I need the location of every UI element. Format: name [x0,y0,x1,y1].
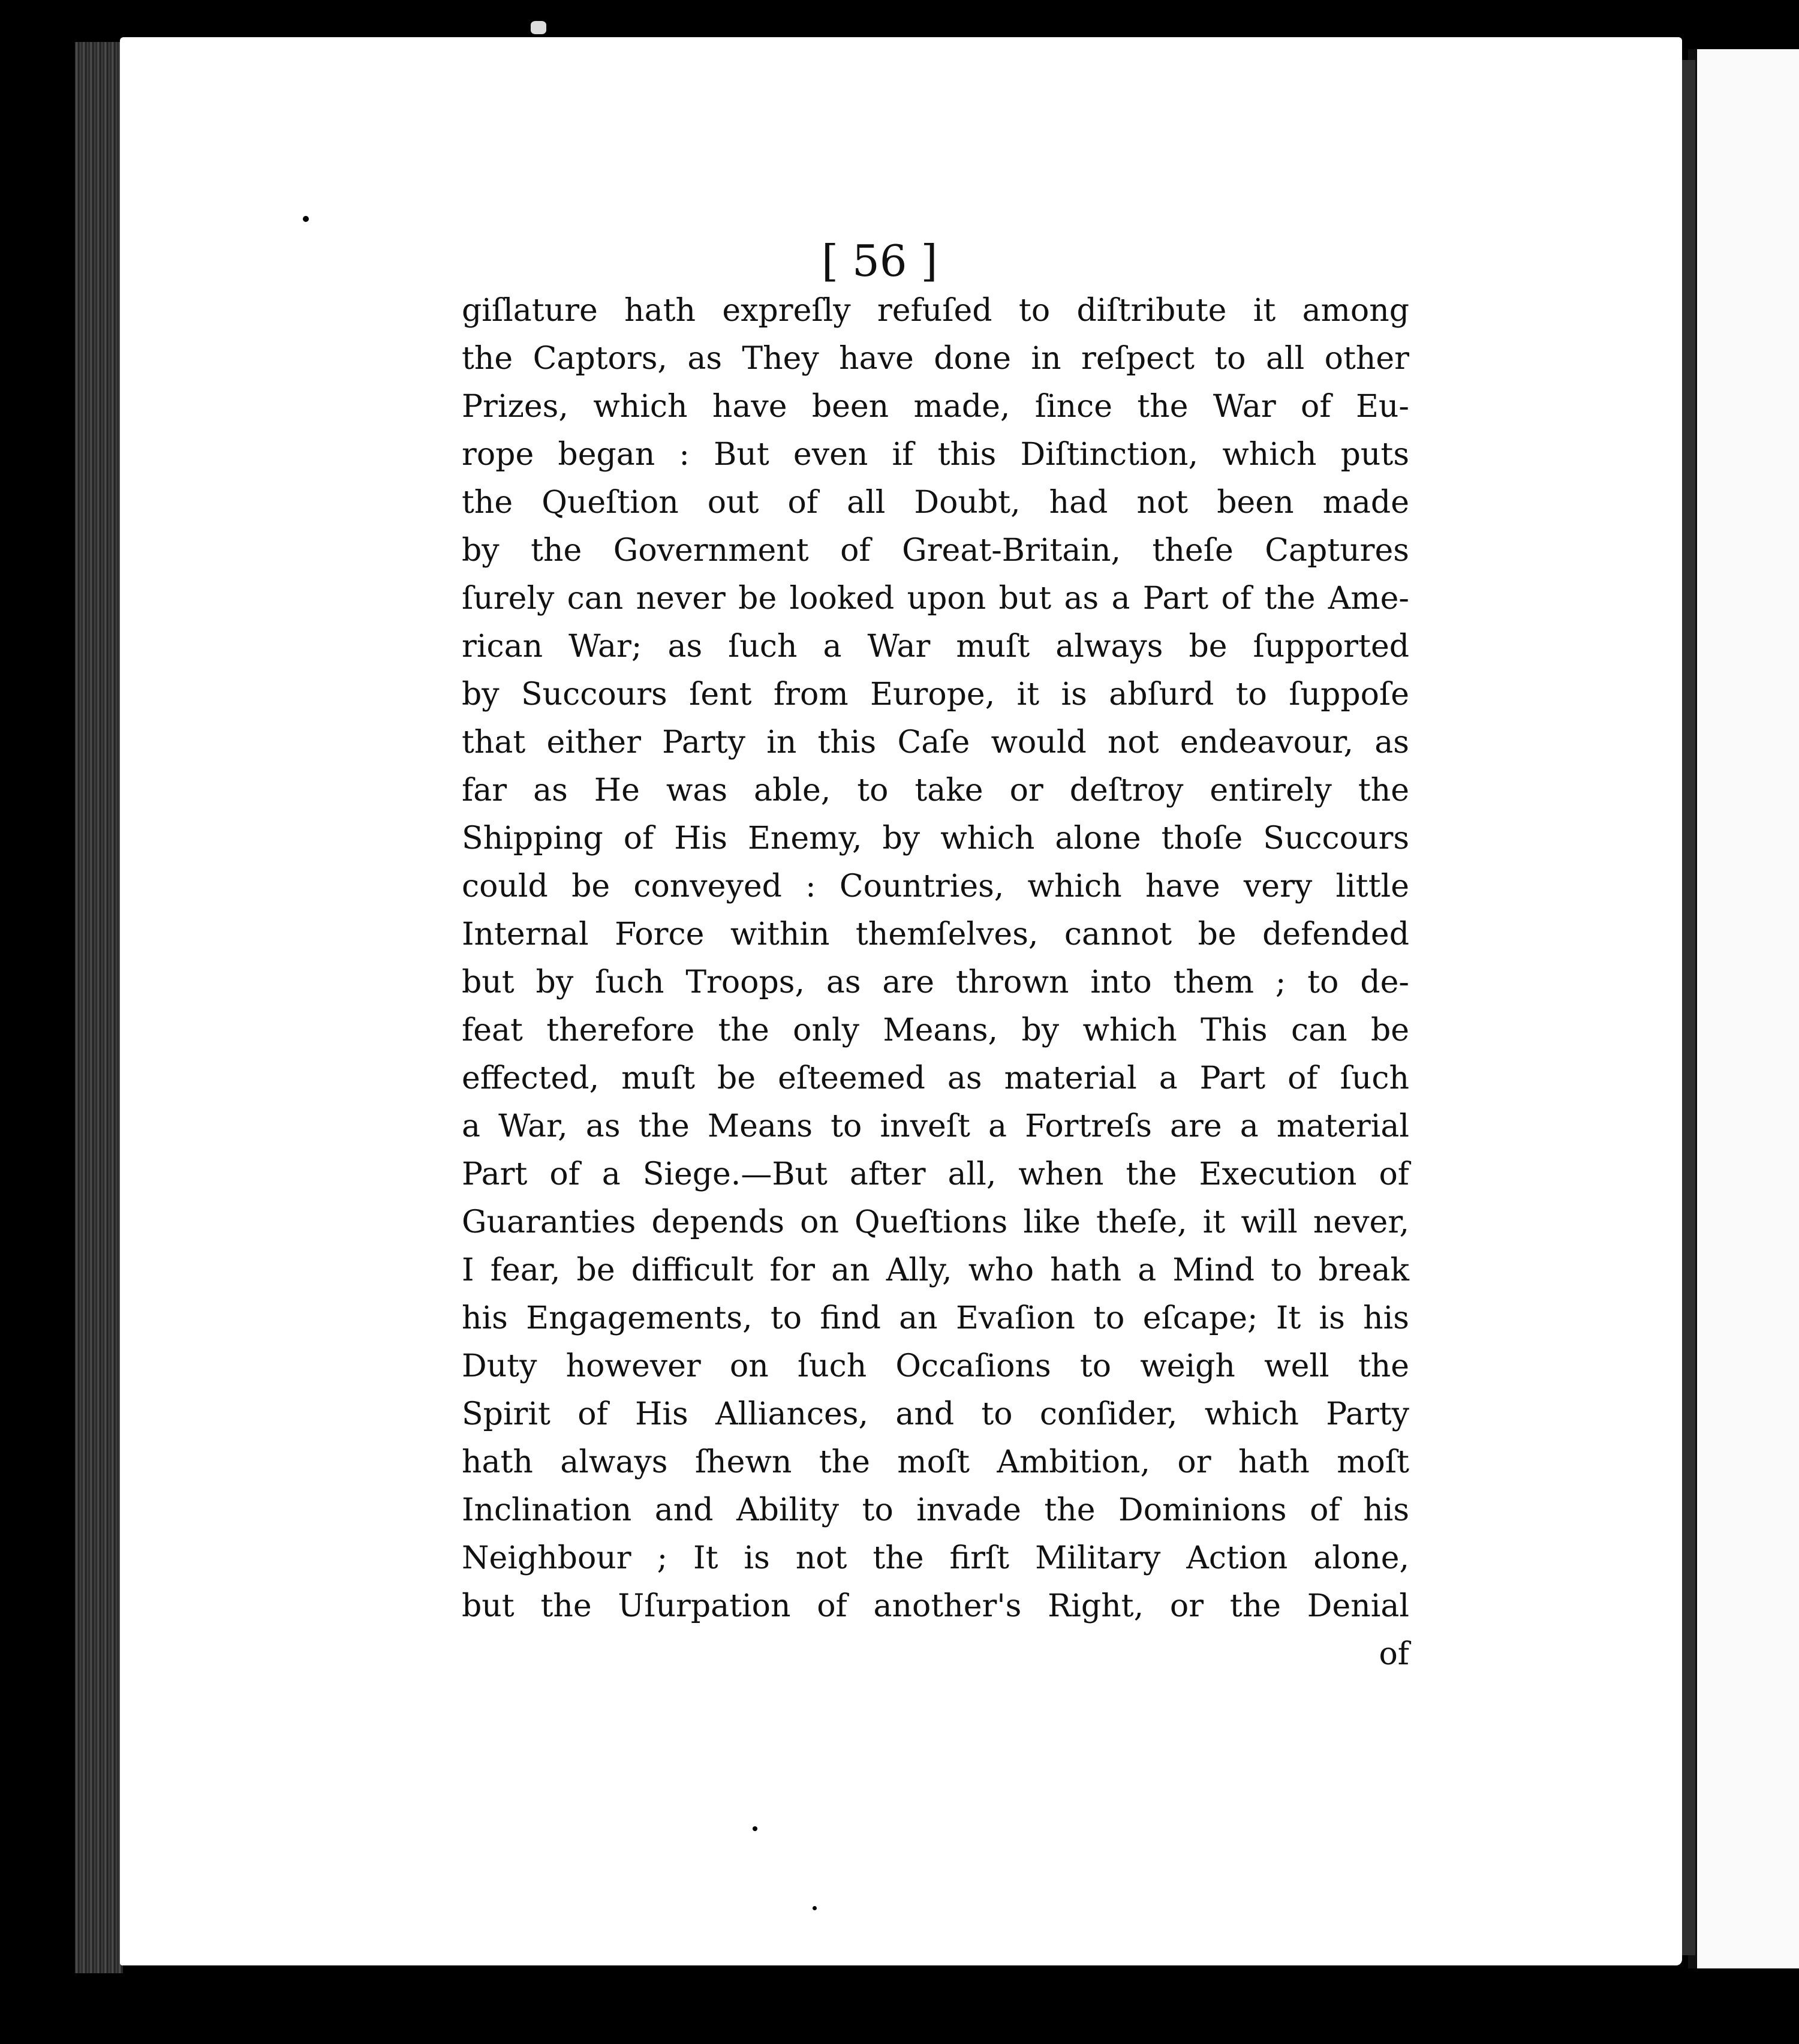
text-line: far as He was able, to take or deſtroy entirely the [462,772,1409,808]
text-line: Duty however on ſuch Occaſions to weigh well the [462,1348,1409,1384]
body-text [462,287,1409,1678]
text-line: giſlature hath expreſly refuſed to diſtribute it among [462,293,1409,329]
page-edges [75,42,123,1973]
scan-speck [753,1826,757,1831]
text-line: but the Uſurpation of another's Right, or the Denial [462,1588,1409,1624]
text-line: Inclination and Ability to invade the Dominions of his [462,1492,1409,1528]
text-line: effected, muſt be eſteemed as material a Part of ſuch [462,1060,1409,1096]
text-line: but by ſuch Troops, as are thrown into them ; to de- [462,964,1409,1000]
text-line: feat therefore the only Means, by which This can be [462,1012,1409,1048]
text-line: Spirit of His Alliances, and to conſider, which Party [462,1396,1409,1432]
text-line: a War, as the Means to inveſt a Fortreſs are a material [462,1108,1409,1144]
text-line: by Succours ſent from Europe, it is abſurd to ſuppoſe [462,677,1409,713]
text-line: Shipping of His Enemy, by which alone thoſe Succours [462,820,1409,856]
scan-speck [531,21,546,34]
text-line: by the Government of Great-Britain, theſe Captures [462,533,1409,569]
scan-speck [813,1906,817,1910]
text-line: the Queſtion out of all Doubt, had not been made [462,485,1409,521]
text-line: Internal Force within themſelves, cannot be defended [462,916,1409,952]
page-number-header: [ 56 ] [822,236,938,286]
text-line: rican War; as ſuch a War muſt always be ſupported [462,629,1409,665]
scan-speck [303,216,309,222]
catchword: of [1379,1636,1409,1672]
text-line: I fear, be difficult for an Ally, who hath a Mind to break [462,1252,1409,1288]
text-line: his Engagements, to find an Evaſion to eſcape; It is his [462,1300,1409,1336]
text-line: that either Party in this Caſe would not endeavour, as [462,725,1409,761]
text-line: rope began : But even if this Diſtinction, which puts [462,437,1409,473]
text-line: could be conveyed : Countries, which have very little [462,868,1409,904]
text-line: Prizes, which have been made, ſince the War of Eu- [462,389,1409,425]
text-line: ſurely can never be looked upon but as a Part of the Ame- [462,581,1409,617]
facing-page [1697,49,1799,1968]
page-gutter-shadow [1682,60,1695,1955]
text-line: the Captors, as They have done in reſpect to all other [462,341,1409,377]
text-line: Guaranties depends on Queſtions like theſe, it will never, [462,1204,1409,1240]
text-line: Part of a Siege.—But after all, when the Execution of [462,1156,1409,1192]
text-line: Neighbour ; It is not the firſt Military Action alone, [462,1540,1409,1576]
text-line: hath always ſhewn the moſt Ambition, or hath moſt [462,1444,1409,1480]
